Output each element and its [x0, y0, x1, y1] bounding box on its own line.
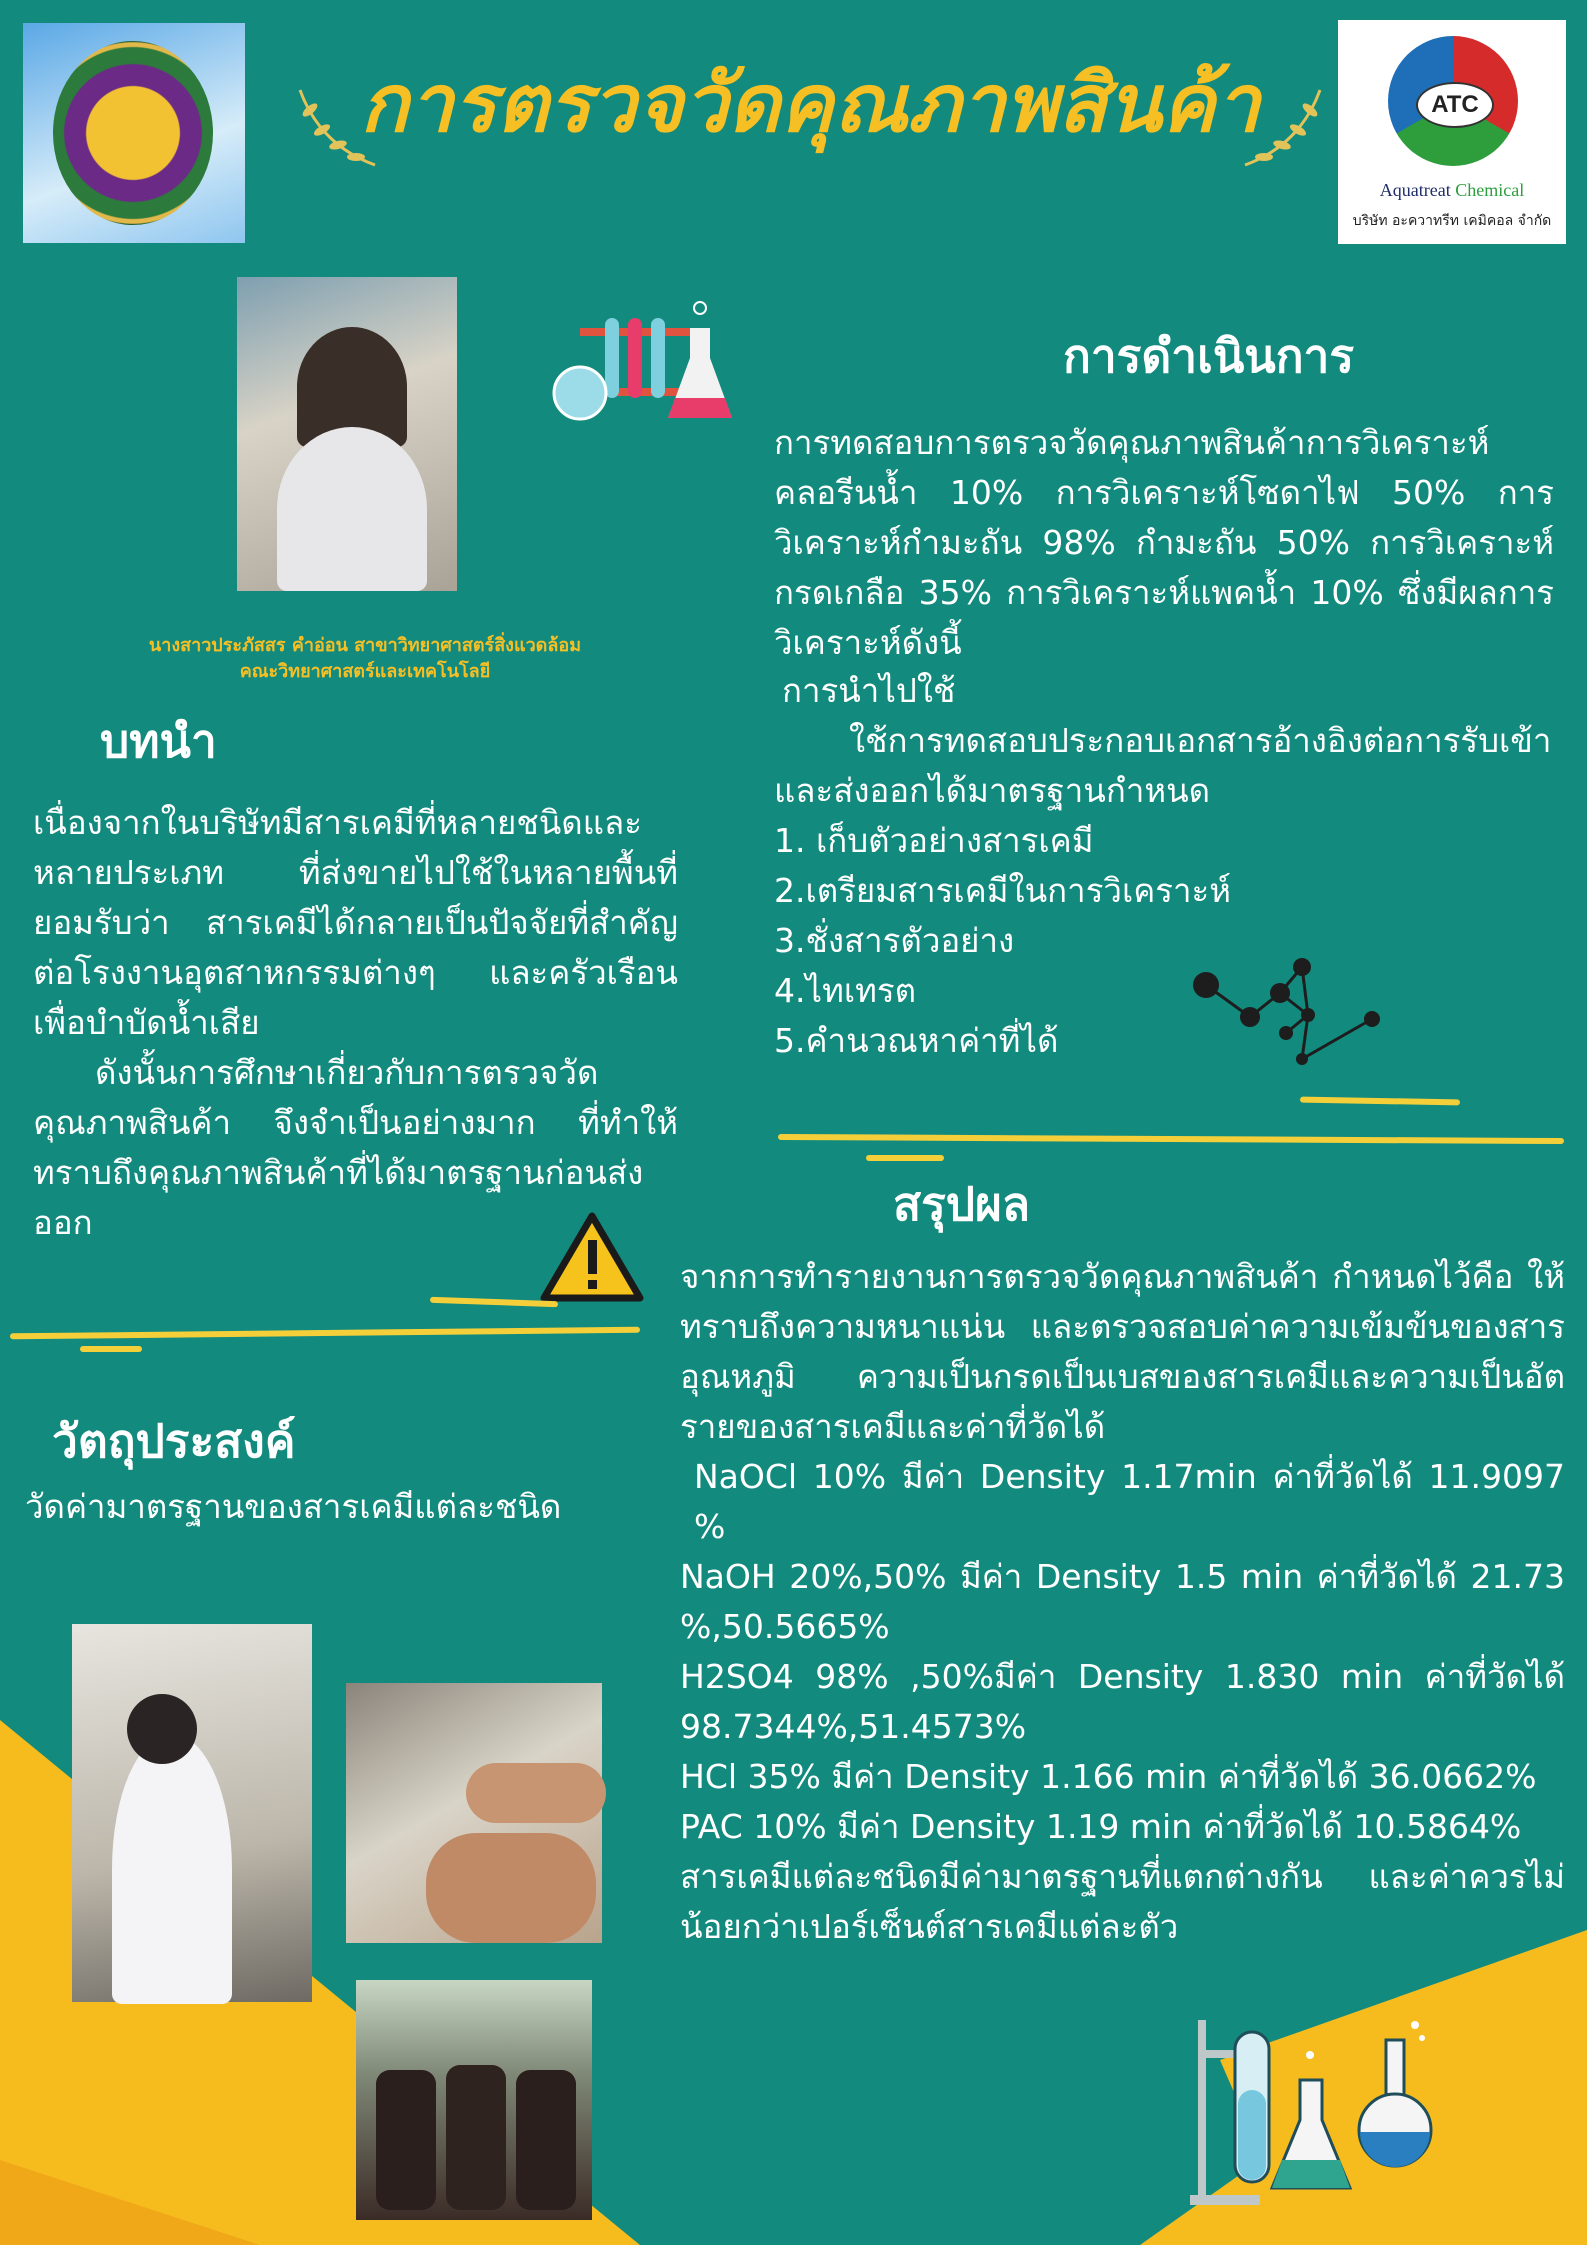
step-item: 1. เก็บตัวอย่างสารเคมี: [774, 821, 1094, 860]
step-item: 5.คำนวณหาค่าที่ได้: [774, 1021, 1059, 1060]
results-heading: สรุปผล: [893, 1177, 1031, 1231]
company-name-thai: บริษัท อะควาทรีท เคมิคอล จำกัด: [1352, 213, 1552, 229]
intro-heading: บทนำ: [100, 714, 217, 768]
atc-mark: ATC: [1416, 82, 1494, 128]
author-photo: [237, 277, 457, 591]
step-item: 4.ไทเทรต: [774, 971, 917, 1010]
intro-text: [33, 798, 678, 1248]
result-line: NaOCl 10% มีค่า Density 1.17min ค่าที่วัดได้ 11.9097 %: [694, 1457, 1565, 1546]
author-caption: นางสาวประภัสสร คำอ่อน สาขาวิทยาศาสตร์สิ่งแวดล้อม คณะวิทยาศาสตร์และเทคโนโลยี: [148, 635, 582, 682]
university-seal-icon: [53, 41, 213, 225]
lab-photo-3: [356, 1980, 592, 2220]
result-line: H2SO4 98% ,50%มีค่า Density 1.830 min ค่าที่วัดได้ 98.7344%,51.4573%: [680, 1657, 1565, 1746]
usage-heading: การนำไปใช้: [782, 671, 956, 710]
objective-text: วัดค่ามาตรฐานของสารเคมีแต่ละชนิด: [25, 1487, 562, 1526]
objective-heading: วัตถุประสงค์: [52, 1414, 296, 1468]
method-heading: การดำเนินการ: [1063, 329, 1355, 383]
atc-emblem-icon: [1388, 36, 1518, 166]
results-text: [680, 1252, 1565, 1952]
warning-icon: [540, 1210, 645, 1305]
step-item: 2.เตรียมสารเคมีในการวิเคราะห์: [774, 871, 1232, 910]
university-logo: [23, 23, 245, 243]
result-line: NaOH 20%,50% มีค่า Density 1.5 min ค่าที่วัดได้ 21.73 %,50.5665%: [680, 1557, 1565, 1646]
test-tube-rack-icon: [1190, 2010, 1450, 2210]
divider: [80, 1346, 142, 1352]
usage-text: ใช้การทดสอบประกอบเอกสารอ้างอิงต่อการรับเข้าและส่งออกได้มาตรฐานกำหนด: [774, 721, 1552, 810]
lab-photo-1: [72, 1624, 312, 2002]
step-item: 3.ชั่งสารตัวอย่าง: [774, 921, 1015, 960]
company-logo: [1338, 20, 1566, 244]
method-text: การทดสอบการตรวจวัดคุณภาพสินค้าการวิเคราะห์คลอรีนน้ำ 10% การวิเคราะห์โซดาไฟ 50% การวิเคราะห์กำมะถัน 98% กำมะถัน 50% การวิเคราะห์กรดเกลือ 35% การวิเคราะห์แพคน้ำ 10% ซึ่งมีผลการวิเคราะห์ดังนี้: [774, 423, 1554, 662]
molecule-icon: [1190, 955, 1385, 1070]
laurel-icon: [1240, 85, 1330, 175]
result-line: PAC 10% มีค่า Density 1.19 min ค่าที่วัดได้ 10.5864%: [680, 1807, 1522, 1846]
page-title: การตรวจวัดคุณภาพสินค้า: [360, 57, 1260, 150]
results-conclusion: สารเคมีแต่ละชนิดมีค่ามาตรฐานที่แตกต่างกัน และค่าควรไม่น้อยกว่าเปอร์เซ็นต์สารเคมีแต่ละตัว: [680, 1857, 1565, 1946]
divider: [866, 1155, 944, 1161]
lab-photo-2: [346, 1683, 602, 1943]
lab-glassware-icon: [550, 298, 740, 428]
result-line: HCl 35% มีค่า Density 1.166 min ค่าที่วัดได้ 36.0662%: [680, 1757, 1537, 1796]
company-name: Aquatreat Chemical: [1379, 180, 1525, 200]
intro-paragraph: ดังนั้นการศึกษาเกี่ยวกับการตรวจวัดคุณภาพสินค้า จึงจำเป็นอย่างมาก ที่ทำให้ทราบถึงคุณภาพสินค้าที่ได้มาตรฐานก่อนส่งออก: [33, 1053, 678, 1242]
results-intro: จากการทำรายงานการตรวจวัดคุณภาพสินค้า กำหนดไว้คือ ให้ทราบถึงความหนาแน่น และตรวจสอบค่าความเข้มข้นของสาร อุณหภูมิ ความเป็นกรดเป็นเบสของสารเคมีและความเป็นอัตรายของสารเคมีและค่าที่วัดได้: [680, 1257, 1565, 1446]
intro-paragraph: เนื่องจากในบริษัทมีสารเคมีที่หลายชนิดและหลายประเภท ที่ส่งขายไปใช้ในหลายพื้นที่ ยอมรับว่า สารเคมีได้กลายเป็นปัจจัยที่สำคัญต่อโรงงานอุตสาหกรรมต่างๆ และครัวเรือน เพื่อบำบัดน้ำเสีย: [33, 803, 678, 1042]
